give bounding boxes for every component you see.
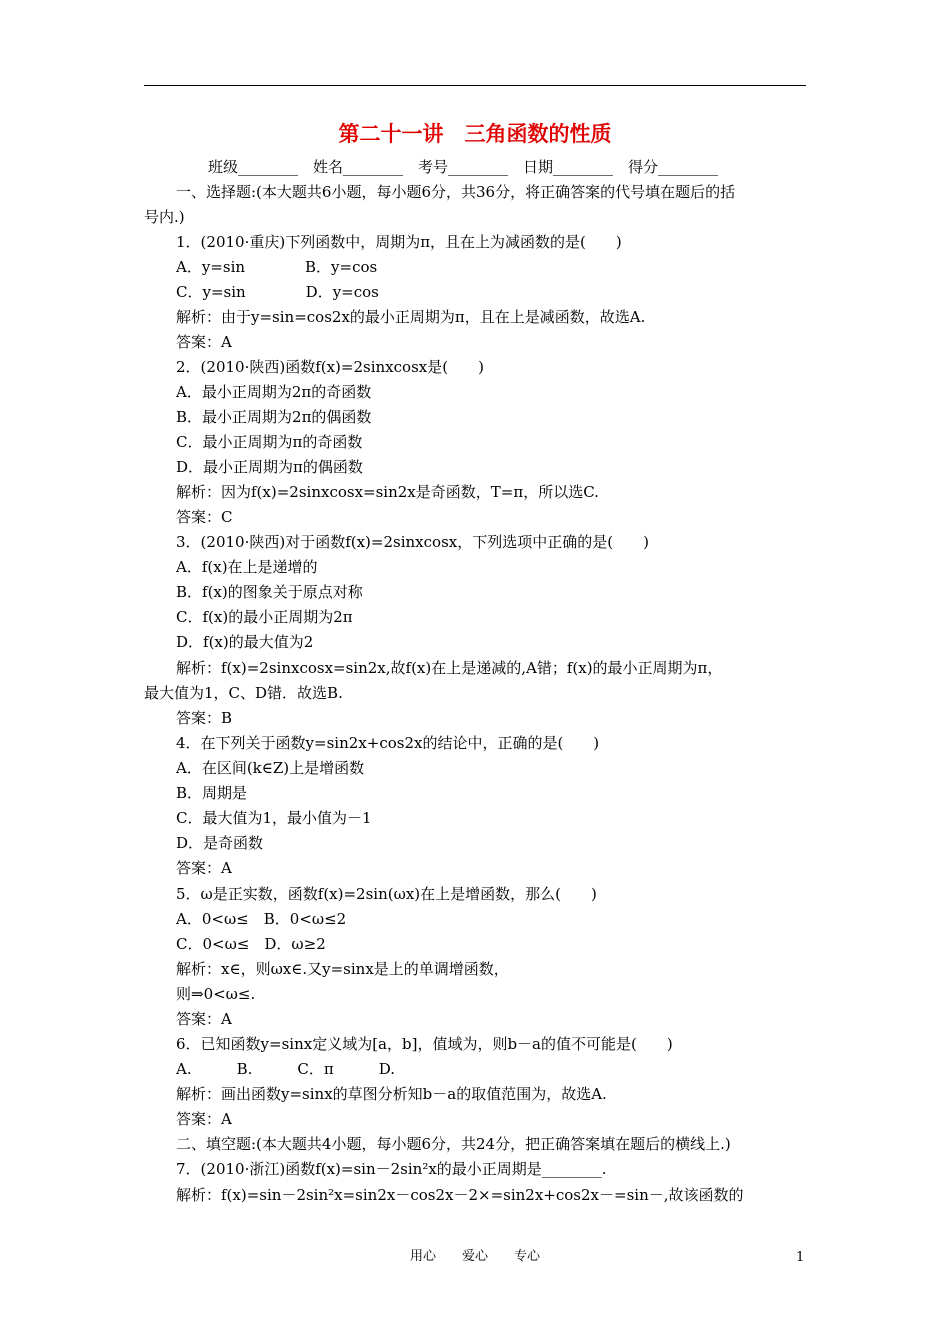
text-line: B．周期是 bbox=[176, 784, 248, 802]
text-line: C．y=sin D．y=cos bbox=[176, 283, 379, 301]
text-line: 最大值为1，C、D错．故选B. bbox=[144, 684, 343, 702]
text-line: 号内.) bbox=[144, 208, 185, 226]
text-line: A．在区间(k∈Z)上是增函数 bbox=[176, 759, 365, 777]
text-line: A．y=sin B．y=cos bbox=[176, 258, 378, 276]
text-line: A. B. C．π D. bbox=[176, 1060, 395, 1078]
student-info-line: 班级________ 姓名________ 考号________ 日期________ 得分________ bbox=[208, 158, 719, 176]
text-line: A．最小正周期为2π的奇函数 bbox=[176, 383, 372, 401]
text-line: C．f(x)的最小正周期为2π bbox=[176, 608, 353, 626]
text-line: 解析：因为f(x)=2sinxcosx=sin2x是奇函数，T=π，所以选C. bbox=[176, 483, 599, 501]
text-line: A．f(x)在上是递增的 bbox=[176, 558, 318, 576]
page-number: 1 bbox=[796, 1250, 805, 1265]
text-line: 二、填空题:(本大题共4小题，每小题6分，共24分，把正确答案填在题后的横线上.) bbox=[176, 1135, 731, 1153]
page-footer: 用心 爱心 专心 bbox=[409, 1249, 540, 1264]
text-line: D．是奇函数 bbox=[176, 834, 264, 852]
text-line: 6．已知函数y=sinx定义域为[a，b]，值域为，则b－a的值不可能是( ) bbox=[176, 1035, 673, 1053]
text-line: 答案：A bbox=[176, 1010, 232, 1028]
text-line: 解析：x∈，则ωx∈.又y=sinx是上的单调增函数， bbox=[176, 960, 509, 978]
text-line: 答案：A bbox=[176, 1110, 232, 1128]
text-line: D．f(x)的最大值为2 bbox=[176, 633, 314, 651]
text-line: 解析：画出函数y=sinx的草图分析知b－a的取值范围为，故选A. bbox=[176, 1085, 607, 1103]
text-line: 则⇒0<ω≤. bbox=[176, 985, 256, 1003]
text-line: 答案：A bbox=[176, 333, 232, 351]
header-rule bbox=[144, 85, 806, 86]
text-line: A．0<ω≤ B．0<ω≤2 bbox=[176, 910, 347, 928]
text-line: 5．ω是正实数，函数f(x)=2sin(ωx)在上是增函数，那么( ) bbox=[176, 885, 597, 903]
text-line: 7．(2010·浙江)函数f(x)=sin－2sin²x的最小正周期是________. bbox=[176, 1160, 607, 1178]
text-line: 答案：C bbox=[176, 508, 233, 526]
text-line: 答案：B bbox=[176, 709, 233, 727]
document-title: 第二十一讲 三角函数的性质 bbox=[338, 121, 612, 146]
text-line: 2．(2010·陕西)函数f(x)=2sinxcosx是( ) bbox=[176, 358, 484, 376]
text-line: C．最大值为1，最小值为－1 bbox=[176, 809, 372, 827]
text-line: 解析：f(x)=2sinxcosx=sin2x,故f(x)在上是递减的,A错；f(x)的最小正周期为π， bbox=[176, 659, 723, 677]
text-line: B．最小正周期为2π的偶函数 bbox=[176, 408, 372, 426]
text-line: 4．在下列关于函数y=sin2x+cos2x的结论中，正确的是( ) bbox=[176, 734, 600, 752]
text-line: B．f(x)的图象关于原点对称 bbox=[176, 583, 363, 601]
text-line: C．0<ω≤ D．ω≥2 bbox=[176, 935, 326, 953]
text-line: 解析：由于y=sin=cos2x的最小正周期为π，且在上是减函数，故选A. bbox=[176, 308, 646, 326]
text-line: 3．(2010·陕西)对于函数f(x)=2sinxcosx，下列选项中正确的是( ) bbox=[176, 533, 649, 551]
text-line: 一、选择题:(本大题共6小题，每小题6分，共36分，将正确答案的代号填在题后的括 bbox=[176, 183, 736, 201]
text-line: 1．(2010·重庆)下列函数中，周期为π，且在上为减函数的是( ) bbox=[176, 233, 622, 251]
text-line: 答案：A bbox=[176, 859, 232, 877]
text-line: D．最小正周期为π的偶函数 bbox=[176, 458, 363, 476]
text-line: C．最小正周期为π的奇函数 bbox=[176, 433, 363, 451]
text-line: 解析：f(x)=sin－2sin²x=sin2x－cos2x－2×=sin2x+cos2x－=sin－,故该函数的 bbox=[176, 1186, 744, 1204]
